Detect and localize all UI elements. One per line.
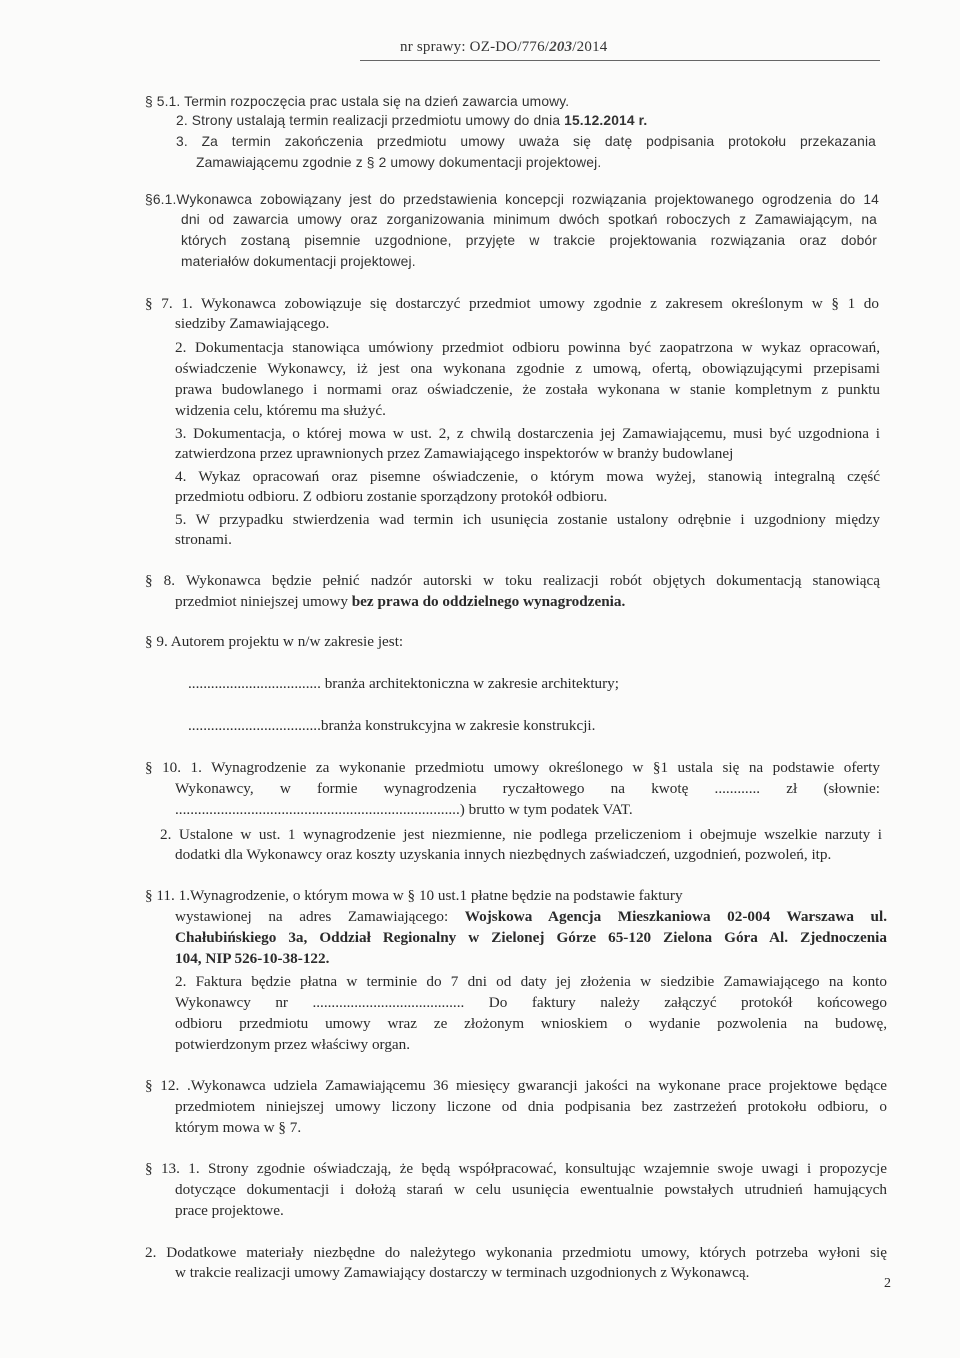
s11-p2-line-1: 2. Faktura będzie płatna w terminie do 7 dni od daty jej złożenia w siedzibie Zamawiającego na konto	[175, 973, 887, 990]
s11-invoice-address-1: Wojskowa Agencja Mieszkaniowa 02-004 Warszawa ul.	[464, 908, 887, 925]
s12-line-1: § 12. .Wykonawca udziela Zamawiającemu 36 miesięcy gwarancji jakości na wykonane prace projektowe będące	[145, 1077, 887, 1094]
s8-line-2	[175, 592, 625, 611]
s9-line-1: § 9. Autorem projektu w n/w zakresie jest:	[145, 633, 404, 650]
s5-line-1: § 5.1. Termin rozpoczęcia prac ustala się na dzień zawarcia umowy.	[145, 94, 570, 109]
s10-p2-line-2: dodatki dla Wykonawcy oraz koszty uzyskania innych niezbędnych zaświadczeń, uzgodnień, pozwoleń, itp.	[175, 846, 832, 863]
s13-line-3: prace projektowe.	[175, 1202, 284, 1219]
s10-line-2: Wykonawcy, w formie wynagrodzenia ryczałtowego na kwotę ............ zł (słownie:	[175, 780, 880, 797]
s9-structural-line: ...................................branża konstrukcyjna w zakresie konstrukcji.	[188, 717, 596, 734]
case-number-header	[400, 38, 607, 57]
s8-bold-clause: bez prawa do oddzielnego wynagrodzenia.	[351, 593, 626, 610]
s13-p2-line-1: 2. Dodatkowe materiały niezbędne do należytego wykonania przedmiotu umowy, których potrzeba wyłoni się	[145, 1244, 887, 1261]
s7-p5-line-1: 5. W przypadku stwierdzenia wad termin ich usunięcia zostanie ustalony odrębnie i uzgodniony między	[175, 511, 880, 528]
s6-line-4: materiałów dokumentacji projektowej.	[181, 254, 416, 269]
s7-line-2: siedziby Zamawiającego.	[175, 315, 330, 332]
case-number-handwritten: 203	[549, 39, 573, 55]
s13-p2-line-2: w trakcie realizacji umowy Zamawiający dostarczy w terminach uzgodnionych z Wykonawcą.	[175, 1264, 750, 1281]
s11-line-2-text: wystawionej na adres Zamawiającego:	[175, 908, 465, 925]
s12-line-2: przedmiotem niniejszej umowy liczony liczone od dnia podpisania bez zastrzeżeń protokołu odbioru, o	[175, 1098, 887, 1115]
s7-p4-line-2: przedmiotu odbioru. Z odbioru zostanie sporządzony protokół odbioru.	[175, 488, 608, 505]
s13-line-2: dotyczące dokumentacji i dołożą starań w celu usunięcia ewentualnie powstałych utrudnień hamujących	[175, 1181, 887, 1198]
s11-invoice-address-3: 104, NIP 526-10-38-122.	[175, 950, 330, 967]
s7-p4-line-1: 4. Wykaz opracowań oraz pisemne oświadczenie, o którym mowa wyżej, stanowią integralną część	[175, 468, 880, 485]
s6-line-3: których zostaną pisemnie uzgodnione, przyjęte w trakcie projektowania rozwiązania oraz dobór	[181, 233, 877, 248]
header-rule	[360, 60, 880, 61]
s11-invoice-address-2: Chałubińskiego 3a, Oddział Regionalny w Zielonej Górze 65-120 Zielona Góra Al. Zjednoczenia	[175, 929, 887, 946]
s13-line-1: § 13. 1. Strony zgodnie oświadczają, że będą współpracować, konsultując wzajemnie swoje uwagi i propozycje	[145, 1160, 887, 1177]
s11-p2-line-4: potwierdzonym przez właściwy organ.	[175, 1036, 411, 1053]
s7-p2-line-1: 2. Dokumentacja stanowiąca umówiony przedmiot odbioru powinna być zaopatrzona w wykaz opracowań,	[175, 339, 880, 356]
s7-p3-line-1: 3. Dokumentacja, o której mowa w ust. 2, z chwilą dostarczenia jej Zamawiającemu, musi być uzgodniona i	[175, 425, 880, 442]
s6-line-1: §6.1.Wykonawca zobowiązany jest do przedstawienia koncepcji rozwiązania projektowanego ogrodzenia do 14	[145, 192, 879, 207]
s7-line-1: § 7. 1. Wykonawca zobowiązuje się dostarczyć przedmiot umowy zgodnie z zakresem określonym w § 1 do	[145, 295, 879, 312]
case-number-suffix: /2014	[572, 39, 608, 55]
s11-p2-line-3: odbioru przedmiotu umowy wraz ze złożonym wnioskiem o wydanie pozwolenia na budowę,	[175, 1015, 887, 1032]
s10-line-1: § 10. 1. Wynagrodzenie za wykonanie przedmiotu umowy określonego w §1 ustala się na podstawie oferty	[145, 759, 880, 776]
s7-p2-line-2: oświadczenie Wykonawcy, iż jest ona wykonana zgodnie z umową, ofertą, obowiązującymi przepisami	[175, 360, 880, 377]
s5-deadline-date: 15.12.2014 r.	[564, 113, 648, 128]
page-number: 2	[884, 1276, 891, 1291]
s5-line-2-text: 2. Strony ustalają termin realizacji przedmiotu umowy do dnia	[176, 113, 565, 128]
s8-line-2-text: przedmiot niniejszej umowy	[175, 593, 352, 610]
s11-p2-line-2: Wykonawcy nr ........................................ Do faktury należy załączyć protokół końcowego	[175, 994, 887, 1011]
s6-line-2: dni od zawarcia umowy oraz zorganizowania minimum dwóch spotkań roboczych z Zamawiającym, na	[181, 212, 877, 227]
s5-line-2	[176, 111, 647, 130]
s7-p2-line-3: prawa budowlanego i normami oraz oświadczenie, że została wykonana w stanie kompletnym z punktu	[175, 381, 880, 398]
s12-line-3: którym mowa w § 7.	[175, 1119, 302, 1136]
s7-p5-line-2: stronami.	[175, 531, 232, 548]
s5-line-3: 3. Za termin zakończenia przedmiotu umowy uważa się datę podpisania protokołu przekazania	[176, 134, 876, 149]
s5-line-4: Zamawiającemu zgodnie z § 2 umowy dokumentacji projektowej.	[196, 155, 602, 170]
s7-p2-line-4: widzenia celu, któremu ma służyć.	[175, 402, 386, 419]
s11-line-2	[175, 907, 887, 926]
s9-architect-line: ................................... branża architektoniczna w zakresie architektury;	[188, 675, 619, 692]
s11-line-1: § 11. 1.Wynagrodzenie, o którym mowa w § 10 ust.1 płatne będzie na podstawie faktury	[145, 887, 683, 904]
case-number-prefix: nr sprawy: OZ-DO/776/	[400, 39, 550, 55]
s7-p3-line-2: zatwierdzona przez uprawnionych przez Zamawiającego inspektorów w branży budowlanej	[175, 445, 734, 462]
s10-line-3: ...........................................................................) brutto w tym podatek VAT.	[175, 801, 633, 818]
s10-p2-line-1: 2. Ustalone w ust. 1 wynagrodzenie jest niezmienne, nie podlega przeliczeniom i obejmuje wszelkie narzuty i	[160, 826, 882, 843]
s8-line-1: § 8. Wykonawca będzie pełnić nadzór autorski w toku realizacji robót objętych dokumentacją stanowiącą	[145, 572, 880, 589]
